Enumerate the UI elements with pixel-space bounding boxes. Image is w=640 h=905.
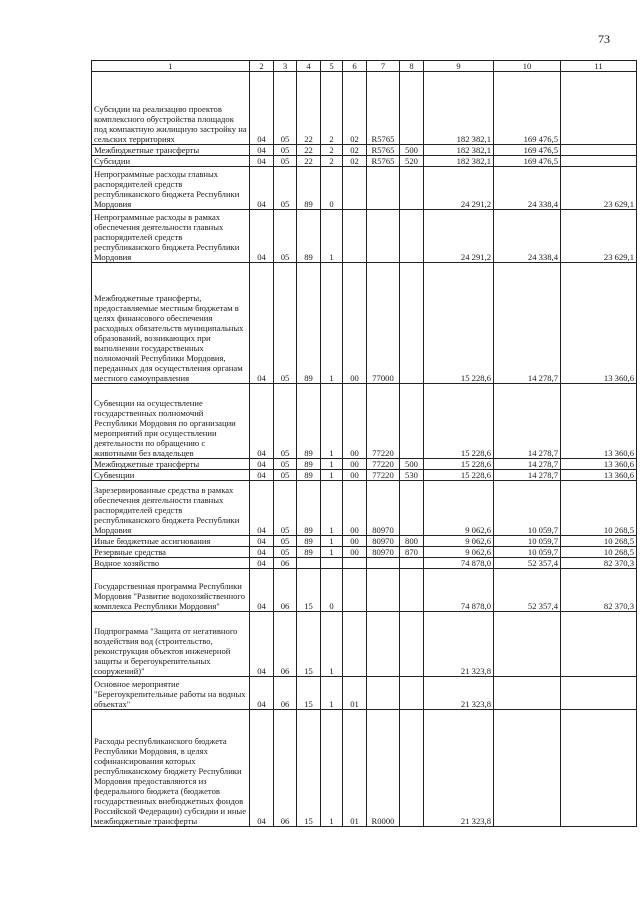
code-program: 89: [297, 210, 321, 263]
code-section: 05: [274, 156, 297, 167]
code-section: 05: [274, 470, 297, 481]
amount-year-3: 13 360,6: [561, 459, 637, 470]
code-chapter: 04: [250, 72, 274, 145]
code-event: [343, 558, 367, 569]
code-event: [343, 612, 367, 677]
row-name: Зарезервированные средства в рамках обеспечения деятельности главных распорядителей средств республиканского бюджета Республики Мордовия: [92, 481, 250, 536]
row-name: Расходы республиканского бюджета Республики Мордовия, в целях софинансирования которых республиканскому бюджету Республики Мордовия предоставляются из федерального бюджета (бюджетов государственных внебюджетных фондов Российской Федерации) субсидии и иные межбюджетные трансферты: [92, 710, 250, 827]
code-direction: 77220: [367, 470, 400, 481]
code-direction: 80970: [367, 481, 400, 536]
code-subprogram: 1: [321, 263, 343, 384]
column-header: 10: [494, 61, 561, 72]
amount-year-2: 10 059,7: [494, 536, 561, 547]
amount-year-2: 14 278,7: [494, 470, 561, 481]
code-section: 06: [274, 558, 297, 569]
code-event: 01: [343, 677, 367, 710]
amount-year-1: 182 382,1: [424, 145, 494, 156]
code-section: 05: [274, 384, 297, 459]
code-direction: 80970: [367, 547, 400, 558]
table-row: [92, 156, 637, 167]
amount-year-1: 24 291,2: [424, 210, 494, 263]
amount-year-2: 10 059,7: [494, 547, 561, 558]
amount-year-2: 14 278,7: [494, 263, 561, 384]
amount-year-2: 24 338,4: [494, 210, 561, 263]
code-section: 06: [274, 569, 297, 612]
code-subprogram: 2: [321, 156, 343, 167]
code-direction: [367, 569, 400, 612]
amount-year-1: 9 062,6: [424, 481, 494, 536]
code-subprogram: 1: [321, 470, 343, 481]
code-chapter: 04: [250, 547, 274, 558]
code-direction: R5765: [367, 145, 400, 156]
table-row: [92, 210, 637, 263]
code-program: 89: [297, 167, 321, 210]
code-expense-type: [400, 384, 424, 459]
code-subprogram: 2: [321, 145, 343, 156]
code-direction: 77220: [367, 384, 400, 459]
code-direction: 77000: [367, 263, 400, 384]
row-name: Межбюджетные трансферты: [92, 145, 250, 156]
code-direction: 77220: [367, 459, 400, 470]
row-name: Субвенции на осуществление государственных полномочий Республики Мордовия по организации мероприятий при осуществлении деятельности по обращению с животными без владельцев: [92, 384, 250, 459]
amount-year-1: 15 228,6: [424, 459, 494, 470]
code-chapter: 04: [250, 210, 274, 263]
code-event: 00: [343, 481, 367, 536]
code-expense-type: 500: [400, 145, 424, 156]
code-subprogram: 1: [321, 677, 343, 710]
amount-year-3: [561, 72, 637, 145]
code-event: 02: [343, 156, 367, 167]
code-event: 00: [343, 384, 367, 459]
code-program: 15: [297, 569, 321, 612]
code-subprogram: 0: [321, 569, 343, 612]
code-expense-type: [400, 167, 424, 210]
code-event: 02: [343, 72, 367, 145]
code-section: 06: [274, 612, 297, 677]
code-chapter: 04: [250, 536, 274, 547]
row-name: Резервные средства: [92, 547, 250, 558]
code-program: 89: [297, 536, 321, 547]
row-name: Непрограммные расходы главных распорядителей средств республиканского бюджета Республики Мордовия: [92, 167, 250, 210]
amount-year-2: 169 476,5: [494, 145, 561, 156]
code-event: 00: [343, 459, 367, 470]
code-expense-type: [400, 710, 424, 827]
code-subprogram: 1: [321, 536, 343, 547]
table-row: [92, 167, 637, 210]
code-chapter: 04: [250, 263, 274, 384]
code-chapter: 04: [250, 558, 274, 569]
code-subprogram: 1: [321, 547, 343, 558]
code-subprogram: 1: [321, 481, 343, 536]
code-direction: [367, 210, 400, 263]
amount-year-3: 82 370,3: [561, 558, 637, 569]
table-row: [92, 481, 637, 536]
code-section: 06: [274, 677, 297, 710]
code-program: 89: [297, 470, 321, 481]
amount-year-3: 10 268,5: [561, 481, 637, 536]
amount-year-1: 74 878,0: [424, 558, 494, 569]
code-event: [343, 210, 367, 263]
column-header: 8: [400, 61, 424, 72]
code-event: 00: [343, 547, 367, 558]
code-event: [343, 569, 367, 612]
amount-year-1: 182 382,1: [424, 72, 494, 145]
code-expense-type: 520: [400, 156, 424, 167]
code-expense-type: [400, 569, 424, 612]
amount-year-1: 21 323,8: [424, 612, 494, 677]
amount-year-3: [561, 145, 637, 156]
code-chapter: 04: [250, 612, 274, 677]
column-header: 9: [424, 61, 494, 72]
row-name: Основное мероприятие "Берегоукрепительные работы на водных объектах": [92, 677, 250, 710]
row-name: Субвенции: [92, 470, 250, 481]
table-row: [92, 612, 637, 677]
page-number: 73: [598, 32, 610, 46]
amount-year-1: 9 062,6: [424, 547, 494, 558]
amount-year-1: 15 228,6: [424, 470, 494, 481]
code-expense-type: 800: [400, 536, 424, 547]
amount-year-3: 13 360,6: [561, 470, 637, 481]
code-direction: [367, 612, 400, 677]
amount-year-3: 10 268,5: [561, 547, 637, 558]
code-program: 15: [297, 677, 321, 710]
code-subprogram: 1: [321, 710, 343, 827]
code-expense-type: [400, 72, 424, 145]
amount-year-1: 74 878,0: [424, 569, 494, 612]
table-row: [92, 72, 637, 145]
code-section: 05: [274, 167, 297, 210]
amount-year-2: [494, 710, 561, 827]
table-row: [92, 459, 637, 470]
code-program: 22: [297, 156, 321, 167]
code-expense-type: [400, 558, 424, 569]
table-row: [92, 677, 637, 710]
amount-year-2: 169 476,5: [494, 72, 561, 145]
code-subprogram: 1: [321, 384, 343, 459]
amount-year-2: 10 059,7: [494, 481, 561, 536]
code-chapter: 04: [250, 481, 274, 536]
amount-year-3: [561, 710, 637, 827]
code-program: 89: [297, 459, 321, 470]
amount-year-2: 24 338,4: [494, 167, 561, 210]
code-subprogram: 1: [321, 612, 343, 677]
row-name: Непрограммные расходы в рамках обеспечения деятельности главных распорядителей средств республиканского бюджета Республики Мордовия: [92, 210, 250, 263]
budget-table: [91, 60, 637, 827]
code-event: 02: [343, 145, 367, 156]
code-chapter: 04: [250, 145, 274, 156]
code-program: 89: [297, 547, 321, 558]
amount-year-2: 14 278,7: [494, 459, 561, 470]
amount-year-2: 14 278,7: [494, 384, 561, 459]
amount-year-1: 15 228,6: [424, 384, 494, 459]
amount-year-3: [561, 612, 637, 677]
code-chapter: 04: [250, 156, 274, 167]
code-program: 22: [297, 145, 321, 156]
code-section: 05: [274, 210, 297, 263]
amount-year-3: 13 360,6: [561, 384, 637, 459]
column-header: 6: [343, 61, 367, 72]
header-row: [92, 61, 637, 72]
amount-year-1: 9 062,6: [424, 536, 494, 547]
code-program: 22: [297, 72, 321, 145]
row-name: Водное хозяйство: [92, 558, 250, 569]
code-subprogram: 1: [321, 210, 343, 263]
column-header: 2: [250, 61, 274, 72]
row-name: Субсидии: [92, 156, 250, 167]
code-subprogram: 1: [321, 459, 343, 470]
amount-year-3: 23 629,1: [561, 167, 637, 210]
table-row: [92, 384, 637, 459]
code-direction: [367, 167, 400, 210]
table-row: [92, 145, 637, 156]
code-expense-type: 870: [400, 547, 424, 558]
code-program: [297, 558, 321, 569]
row-name: Подпрограмма "Защита от негативного воздействия вод (строительство, реконструкция объектов инженерной защиты и берегоукрепительных сооружений)": [92, 612, 250, 677]
amount-year-2: 52 357,4: [494, 558, 561, 569]
code-subprogram: [321, 558, 343, 569]
amount-year-3: 10 268,5: [561, 536, 637, 547]
code-section: 05: [274, 145, 297, 156]
code-section: 05: [274, 547, 297, 558]
code-direction: R0000: [367, 710, 400, 827]
code-expense-type: [400, 210, 424, 263]
code-event: 00: [343, 536, 367, 547]
code-program: 15: [297, 612, 321, 677]
code-subprogram: 0: [321, 167, 343, 210]
table-row: [92, 470, 637, 481]
code-program: 89: [297, 384, 321, 459]
code-event: 00: [343, 263, 367, 384]
amount-year-3: [561, 156, 637, 167]
table-row: [92, 710, 637, 827]
amount-year-1: 24 291,2: [424, 167, 494, 210]
code-expense-type: 530: [400, 470, 424, 481]
code-chapter: 04: [250, 677, 274, 710]
column-header: 3: [274, 61, 297, 72]
column-header: 5: [321, 61, 343, 72]
amount-year-2: [494, 677, 561, 710]
code-expense-type: [400, 263, 424, 384]
code-chapter: 04: [250, 167, 274, 210]
row-name: Межбюджетные трансферты: [92, 459, 250, 470]
code-section: 05: [274, 481, 297, 536]
amount-year-1: 21 323,8: [424, 710, 494, 827]
table-row: [92, 569, 637, 612]
amount-year-3: 82 370,3: [561, 569, 637, 612]
code-section: 05: [274, 72, 297, 145]
table-row: [92, 547, 637, 558]
row-name: Субсидии на реализацию проектов комплексного обустройства площадок под компактную жилищную застройку на сельских территориях: [92, 72, 250, 145]
code-program: 15: [297, 710, 321, 827]
amount-year-1: 15 228,6: [424, 263, 494, 384]
amount-year-3: 13 360,6: [561, 263, 637, 384]
code-expense-type: 500: [400, 459, 424, 470]
code-expense-type: [400, 481, 424, 536]
code-expense-type: [400, 677, 424, 710]
amount-year-3: [561, 677, 637, 710]
column-header: 7: [367, 61, 400, 72]
code-chapter: 04: [250, 569, 274, 612]
code-chapter: 04: [250, 710, 274, 827]
table-row: [92, 558, 637, 569]
table-row: [92, 263, 637, 384]
code-direction: [367, 677, 400, 710]
amount-year-3: 23 629,1: [561, 210, 637, 263]
table-row: [92, 536, 637, 547]
table-body: [92, 72, 637, 827]
code-direction: R5765: [367, 72, 400, 145]
code-section: 05: [274, 536, 297, 547]
amount-year-2: 169 476,5: [494, 156, 561, 167]
column-header: 4: [297, 61, 321, 72]
code-direction: R5765: [367, 156, 400, 167]
code-chapter: 04: [250, 470, 274, 481]
row-name: Межбюджетные трансферты, предоставляемые местным бюджетам в целях финансового обеспечения расходных обязательств муниципальных образований, возникающих при выполнении государственных полномочий Республики Мордовия, переданных для осуществления органам местного самоуправления: [92, 263, 250, 384]
code-direction: [367, 558, 400, 569]
code-section: 05: [274, 263, 297, 384]
code-program: 89: [297, 263, 321, 384]
code-direction: 80970: [367, 536, 400, 547]
code-section: 06: [274, 710, 297, 827]
amount-year-2: [494, 612, 561, 677]
amount-year-2: 52 357,4: [494, 569, 561, 612]
code-section: 05: [274, 459, 297, 470]
code-event: 00: [343, 470, 367, 481]
column-header: 1: [92, 61, 250, 72]
code-program: 89: [297, 481, 321, 536]
column-header: 11: [561, 61, 637, 72]
code-event: [343, 167, 367, 210]
code-chapter: 04: [250, 459, 274, 470]
code-subprogram: 2: [321, 72, 343, 145]
row-name: Иные бюджетные ассигнования: [92, 536, 250, 547]
amount-year-1: 182 382,1: [424, 156, 494, 167]
code-event: 01: [343, 710, 367, 827]
code-chapter: 04: [250, 384, 274, 459]
row-name: Государственная программа Республики Мордовия "Развитие водохозяйственного комплекса Республики Мордовия": [92, 569, 250, 612]
code-expense-type: [400, 612, 424, 677]
amount-year-1: 21 323,8: [424, 677, 494, 710]
